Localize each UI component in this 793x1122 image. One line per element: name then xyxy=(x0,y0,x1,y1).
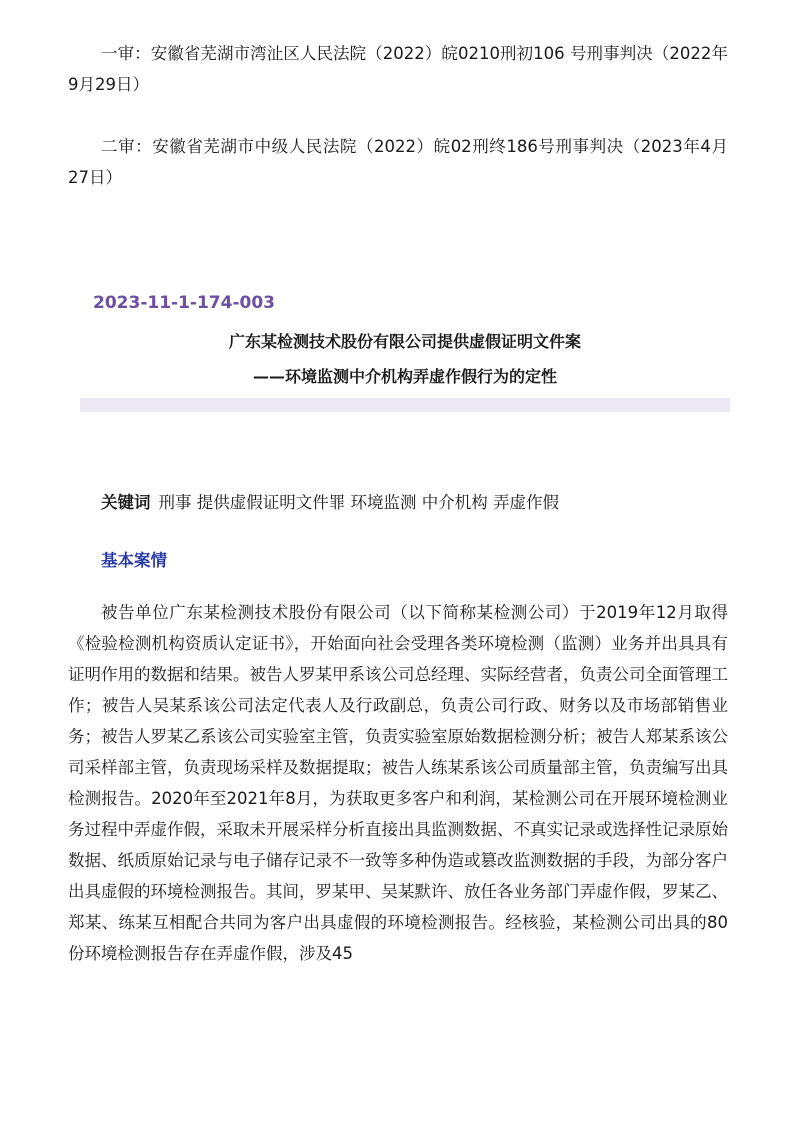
keywords-line xyxy=(101,487,559,518)
case-number: 2023-11-1-174-003 xyxy=(93,293,275,313)
title-divider-bar xyxy=(80,398,730,412)
section-heading-basic-facts: 基本案情 xyxy=(101,551,167,570)
keywords-label: 关键词 xyxy=(101,493,151,512)
case-title: 广东某检测技术股份有限公司提供虚假证明文件案 xyxy=(228,332,581,351)
case-subtitle: ——环境监测中介机构弄虚作假行为的定性 xyxy=(252,367,557,386)
case-facts-body: 被告单位广东某检测技术股份有限公司（以下简称某检测公司）于2019年12月取得《检验检测机构资质认定证书》，开始面向社会受理各类环境检测（监测）业务并出具具有证明作用的数据和结果。被告人罗某甲系该公司总经理、实际经营者，负责公司全面管理工作；被告人吴某系该公司法定代表人及行政副总，负责公司行政、财务以及市场部销售业务；被告人罗某乙系该公司实验室主管，负责实验室原始数据检测分析；被告人郑某系该公司采样部主管，负责现场采样及数据提取；被告人练某系该公司质量部主管，负责编写出具检测报告。2020年至2021年8月，为获取更多客户和利润，某检测公司在开展环境检测业务过程中弄虚作假，采取未开展采样分析直接出具监测数据、不真实记录或选择性记录原始数据、纸质原始记录与电子储存记录不一致等多种伪造或篡改监测数据的手段，为部分客户出具虚假的环境检测报告。其间，罗某甲、吴某默许、放任各业务部门弄虚作假，罗某乙、郑某、练某互相配合共同为客户出具虚假的环境检测报告。经核验，某检测公司出具的80份环境检测报告存在弄虚作假，涉及45 xyxy=(68,603,728,963)
second-instance-judgment: 二审：安徽省芜湖市中级人民法院（2022）皖02刑终186号刑事判决（2023年4月27日） xyxy=(68,137,728,187)
first-instance-judgment: 一审：安徽省芜湖市湾沚区人民法院（2022）皖0210刑初106 号刑事判决（2022年9月29日） xyxy=(68,44,728,94)
keywords-terms: 刑事 提供虚假证明文件罪 环境监测 中介机构 弄虚作假 xyxy=(158,493,559,512)
